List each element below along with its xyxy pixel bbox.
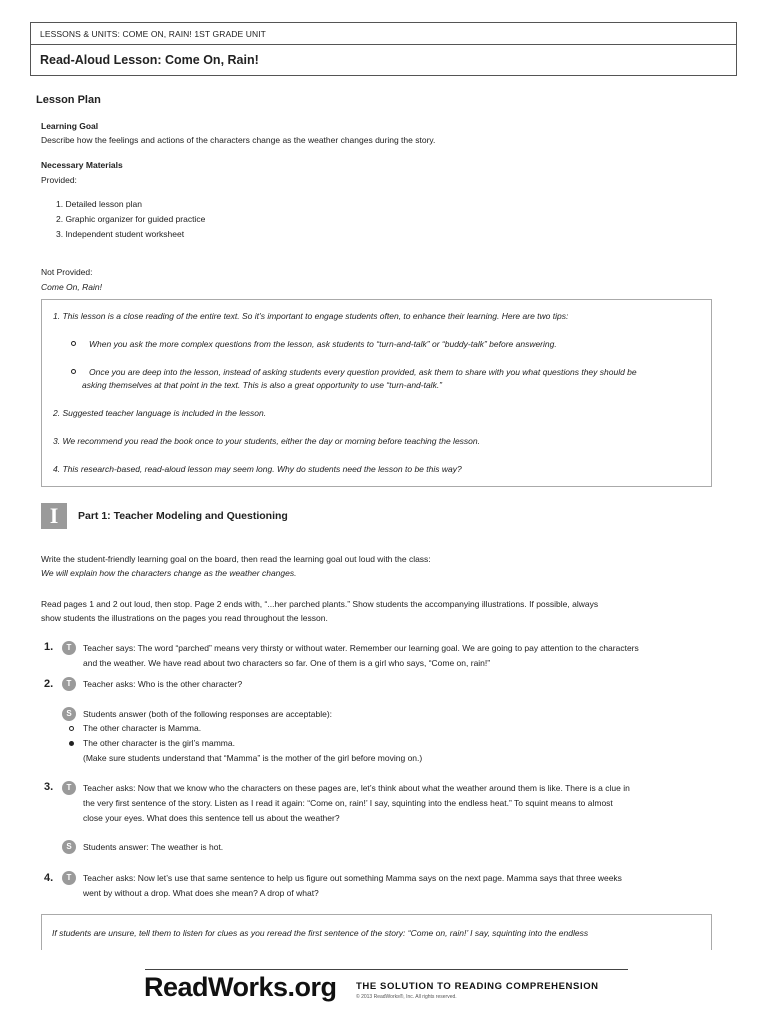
not-provided-item: Come On, Rain! bbox=[41, 282, 102, 292]
provided-item: 3. Independent student worksheet bbox=[56, 229, 185, 239]
readworks-logo: ReadWorks.org bbox=[144, 972, 337, 1002]
step-number: 1. bbox=[44, 641, 54, 653]
filled-bullet-icon bbox=[69, 741, 74, 746]
teacher-icon: T bbox=[62, 641, 76, 655]
breadcrumb: LESSONS & UNITS: COME ON, RAIN! 1ST GRADE UNIT bbox=[31, 23, 736, 45]
provided-item: 2. Graphic organizer for guided practice bbox=[56, 214, 206, 224]
tips-box bbox=[41, 299, 712, 487]
read-line-2: show students the illustrations on the pages you read throughout the lesson. bbox=[41, 613, 328, 623]
page-title: Read-Aloud Lesson: Come On, Rain! bbox=[40, 53, 259, 67]
learning-goal-label: Learning Goal bbox=[41, 121, 99, 131]
step-3-line-2: the very first sentence of the story. Listen as I read it again: “Come on, rain!’ I say, squinting into the endless heat.” To squint means to almost bbox=[83, 798, 613, 808]
not-provided-label: Not Provided: bbox=[41, 267, 93, 277]
step-1-line-1: Teacher says: The word “parched” means very thirsty or without water. Remember our learning goal. We are going to pay attention to the characters bbox=[83, 643, 639, 653]
teacher-icon: T bbox=[62, 781, 76, 795]
tip-1b-line1: Once you are deep into the lesson, instead of asking students every question provided, ask them to share with you what questions they should be bbox=[89, 367, 637, 377]
learning-goal-text: Describe how the feelings and actions of the characters change as the weather changes during the story. bbox=[41, 135, 436, 145]
step-4-line-2: went by without a drop. What does she mean? A drop of what? bbox=[83, 888, 319, 898]
teacher-icon: T bbox=[62, 677, 76, 691]
step-3-line-1: Teacher asks: Now that we know who the characters on these pages are, let’s think about what the weather around them is like. There is a clue in bbox=[83, 783, 630, 793]
intro-line-1: Write the student-friendly learning goal on the board, then read the learning goal out loud with the class: bbox=[41, 554, 431, 564]
step-1-line-2: and the weather. We have read about two characters so far. One of them is a girl who says, “Come on, rain!” bbox=[83, 658, 491, 668]
teacher-icon: T bbox=[62, 871, 76, 885]
materials-label: Necessary Materials bbox=[41, 160, 123, 170]
tip-1: 1. This lesson is a close reading of the entire text. So it’s important to engage students often, to enhance their learning. Here are two tips: bbox=[53, 311, 569, 321]
tip-2: 2. Suggested teacher language is included in the lesson. bbox=[53, 408, 267, 418]
provided-label: Provided: bbox=[41, 175, 77, 185]
tip-1b-line2: asking themselves at that point in the text. This is also a great opportunity to use “turn-and-talk.” bbox=[82, 380, 443, 390]
step-4-line-1: Teacher asks: Now let’s use that same sentence to help us figure out something Mamma says on the next page. Mamma says that three weeks bbox=[83, 873, 622, 883]
step-2-answer-note: (Make sure students understand that “Mamma” is the mother of the girl before moving on.) bbox=[83, 753, 423, 763]
hollow-bullet-icon bbox=[69, 726, 74, 731]
part-badge: I bbox=[41, 503, 67, 529]
step-2-answer-a: The other character is Mamma. bbox=[83, 723, 202, 733]
footer-copyright: © 2013 ReadWorks®, Inc. All rights reserved. bbox=[356, 994, 457, 1000]
hollow-bullet-icon bbox=[71, 341, 76, 346]
note-box bbox=[41, 914, 712, 950]
step-3-line-3: close your eyes. What does this sentence tell us about the weather? bbox=[83, 813, 340, 823]
learning-goal-statement: We will explain how the characters change as the weather changes. bbox=[41, 568, 297, 578]
student-icon: S bbox=[62, 840, 76, 854]
student-icon: S bbox=[62, 707, 76, 721]
hollow-bullet-icon bbox=[71, 369, 76, 374]
header-box bbox=[30, 22, 737, 76]
tip-4: 4. This research-based, read-aloud lesson may seem long. Why do students need the lesson to be this way? bbox=[53, 464, 462, 474]
step-number: 3. bbox=[44, 781, 54, 793]
provided-item: 1. Detailed lesson plan bbox=[56, 199, 143, 209]
tip-1a: When you ask the more complex questions from the lesson, ask students to “turn-and-talk” or “buddy-talk” before answering. bbox=[89, 339, 557, 349]
part-title: Part 1: Teacher Modeling and Questioning bbox=[78, 510, 288, 522]
read-line-1: Read pages 1 and 2 out loud, then stop. Page 2 ends with, “...her parched plants.” Show students the accompanying illustrations. If possible, always bbox=[41, 599, 599, 609]
footer-divider bbox=[145, 969, 628, 970]
step-2-answer-intro: Students answer (both of the following responses are acceptable): bbox=[83, 709, 333, 719]
tip-3: 3. We recommend you read the book once to your students, either the day or morning before teaching the lesson. bbox=[53, 436, 480, 446]
step-number: 4. bbox=[44, 872, 54, 884]
step-2-answer-b: The other character is the girl’s mamma. bbox=[83, 738, 235, 748]
footer-slogan: THE SOLUTION TO READING COMPREHENSION bbox=[356, 981, 599, 992]
step-3-answer: Students answer: The weather is hot. bbox=[83, 842, 224, 852]
step-number: 2. bbox=[44, 678, 54, 690]
step-2-line-1: Teacher asks: Who is the other character? bbox=[83, 679, 243, 689]
note-text: If students are unsure, tell them to listen for clues as you reread the first sentence of the story: “Come on, rain!’ I say, squinting into the endless bbox=[52, 928, 589, 938]
lesson-plan-heading: Lesson Plan bbox=[36, 94, 101, 106]
